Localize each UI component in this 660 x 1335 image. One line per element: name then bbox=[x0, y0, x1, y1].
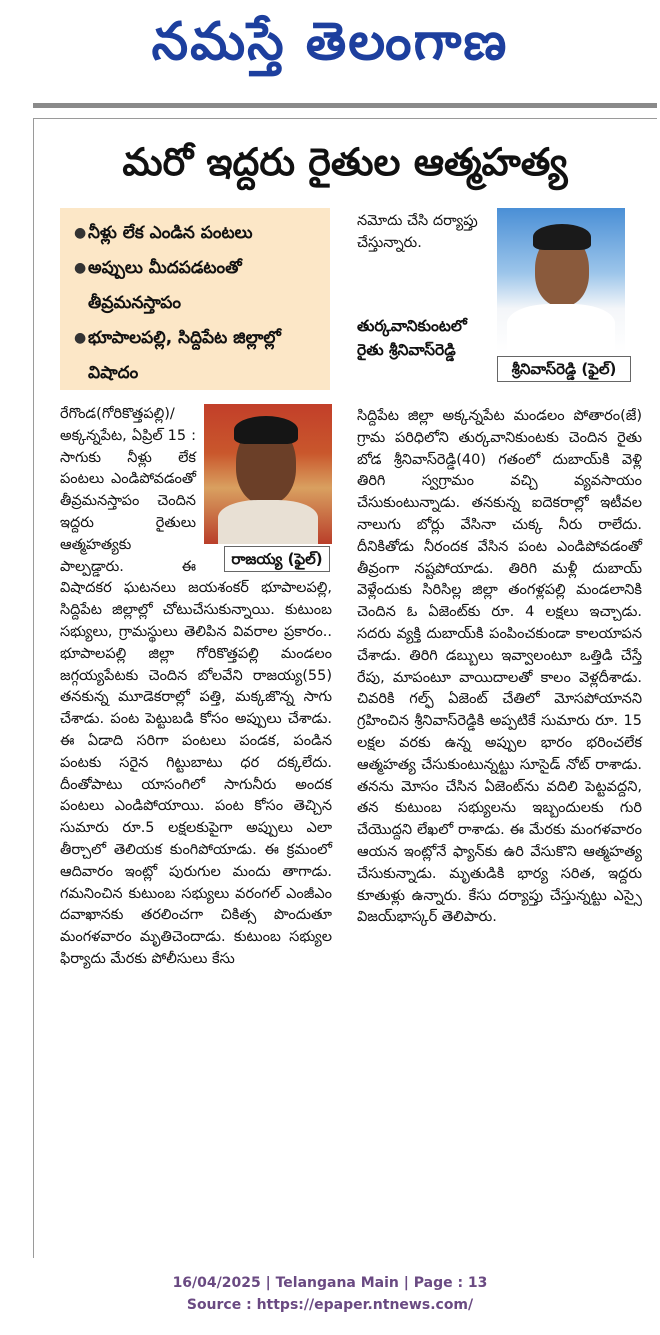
portrait-shirt bbox=[507, 304, 615, 352]
highlight-item bbox=[74, 216, 322, 251]
highlight-text: నీళ్లు లేక ఎండిన పంటలు bbox=[88, 223, 253, 243]
masthead bbox=[0, 0, 660, 100]
footer-source: Source : https://epaper.ntnews.com/ bbox=[186, 1297, 474, 1313]
bullet-icon: ● bbox=[74, 225, 87, 241]
highlight-item bbox=[74, 251, 322, 321]
right-column-top-text: నమోదు చేసి దర్యాప్తు చేస్తున్నారు. bbox=[357, 213, 478, 251]
photo-caption-right: శ్రీనివాస్‌రెడ్డి (ఫైల్) bbox=[497, 356, 631, 382]
portrait-shirt bbox=[218, 500, 318, 544]
left-column-body bbox=[60, 404, 332, 971]
bullet-icon: ● bbox=[74, 330, 87, 346]
article-headline: మరో ఇద్దరు రైతుల ఆత్మహత్య bbox=[122, 140, 568, 184]
highlight-text: అప్పులు మీదపడటంతో తీవ్రమనస్తాపం bbox=[88, 258, 242, 313]
right-column-text: సిద్దిపేట జిల్లా అక్కన్నపేట మండలం పోతారం(జే) గ్రామ పరిధిలోని తుర్కవానికుంటకు చెందిన రైతు బోడ శ్రీనివాస్‌రెడ్డి(40) గతంలో దుబాయ్‌కి వెళ్లి తిరిగి స్వగ్రామం వచ్చి వ్యవసాయం చేసుకుంటున్నాడు. తనకున్న ఐదెకరాల్లో ఇటీవల నాలుగు బోర్లు వేసినా చుక్క నీరు రాలేదు. దీనికితోడు నీరందక వేసిన పంట ఎండిపోవడంతో తీవ్రంగా నష్టపోయాడు. తిరిగి మళ్లీ దుబాయ్ వెళ్లేందుకు సిరిసిల్ల జిల్లా తంగళ్లపల్లి మండలానికి చెందిన ఓ ఏజెంట్‌కు రూ. 4 లక్షలు ఇచ్చాడు. సదరు వ్యక్తి దుబాయ్‌కి పంపించకుండా కాలయాపన చేశాడు. తిరిగి డబ్బులు ఇవ్వాలంటూ ఒత్తిడి చేస్తే రేపు, మాపంటూ వాయిదాలతో కాలం వెళ్లదీశాడు. చివరికి గల్ఫ్ ఏజెంట్ చేతిలో మోసపోయానని గ్రహించిన శ్రీనివాస్‌రెడ్డికి అప్పటికే సుమారు రూ. 15 లక్షల వరకు ఉన్న అప్పుల భారం భరించలేక ఆత్మహత్య చేసుకుంటున్నట్టు సూసైడ్ నోట్ రాశాడు. తనను మోసం చేసిన ఏజెంట్‌ను వదిలి పెట్టవద్దని, తన కుటుంబ సభ్యులను ఇబ్బందులకు గురి చేయొద్దని లేఖలో రాశాడు. ఈ మేరకు మంగళవారం ఆయన ఇంట్లోనే ఫ్యాన్‌కు ఉరి వేసుకొని ఆత్మహత్య చేసుకున్నాడు. మృతుడికి భార్య సరిత, ఇద్దరు కూతుళ్లు ఉన్నారు. కేసు దర్యాప్తు చేస్తున్నట్టు ఎస్సై విజయ్‌భాస్కర్ తెలిపారు. bbox=[357, 408, 642, 926]
newspaper-logo: నమస్తే తెలంగాణ bbox=[151, 11, 509, 72]
photo-caption-left: రాజయ్య (ఫైల్) bbox=[224, 546, 330, 572]
footer-edition-info: 16/04/2025 | Telangana Main | Page : 13 bbox=[172, 1275, 488, 1291]
bullet-icon: ● bbox=[74, 260, 87, 276]
photo-srinivas-reddy bbox=[497, 208, 625, 352]
masthead-divider bbox=[33, 103, 657, 108]
highlight-item bbox=[74, 321, 322, 391]
portrait-image bbox=[204, 404, 332, 544]
highlights-box bbox=[60, 208, 330, 390]
article-subhead: తుర్కవానికుంటలో రైతు శ్రీనివాస్‌రెడ్డి bbox=[357, 317, 467, 359]
highlight-text: భూపాలపల్లి, సిద్దిపేట జిల్లాల్లో విషాదం bbox=[88, 328, 281, 383]
left-column-text: రేగొండ(గోరికొత్తపల్లి)/అక్కన్నపేట, ఏప్రిల్ 15 : సాగుకు నీళ్లు లేక పంటలు ఎండిపోవడంతో తీవ్రమనస్తాపం చెందిన ఇద్దరు రైతులు ఆత్మహత్యకు పాల్పడ్డారు. ఈ విషాదకర ఘటనలు జయశంకర్ భూపాలపల్లి, సిద్దిపేట జిల్లాల్లో చోటుచేసుకున్నాయి. కుటుంబ సభ్యులు, గ్రామస్థులు తెలిపిన వివరాల ప్రకారం.. భూపాలపల్లి జిల్లా గోరికొత్తపల్లి మండలం జగ్గయ్యపేటకు చెందిన బోలవేని రాజయ్య(55) తనకున్న మూడెకరాల్లో పత్తి, మక్కజొన్న సాగు చేశాడు. పంట పెట్టుబడి కోసం అప్పులు చేశాడు. ఈ ఏడాది సరిగా పంటలు పండక, పండిన పంటకు సరైన గిట్టుబాటు ధర దక్కలేదు. దీంతోపాటు యాసంగిలో సాగునీరు అందక పంటలు ఎండిపోయాయి. పంట కోసం తెచ్చిన సుమారు రూ.5 లక్షలకుపైగా అప్పులు ఎలా తీర్చాలో తెలియక కుంగిపోయాడు. ఈ క్రమంలో ఆదివారం ఇంట్లో పురుగుల మందు తాగాడు. గమనించిన కుటుంబ సభ్యులు వరంగల్ ఎంజీఎం దవాఖానకు తరలించగా చికిత్స పొందుతూ మంగళవారం మృతిచెందాడు. కుటుంబ సభ్యుల ఫిర్యాదు మేరకు పోలీసులు కేసు bbox=[60, 406, 332, 967]
photo-rajaiah bbox=[204, 404, 332, 574]
portrait-hair bbox=[234, 416, 298, 444]
portrait-hair bbox=[533, 224, 591, 250]
right-column-body bbox=[357, 406, 642, 929]
